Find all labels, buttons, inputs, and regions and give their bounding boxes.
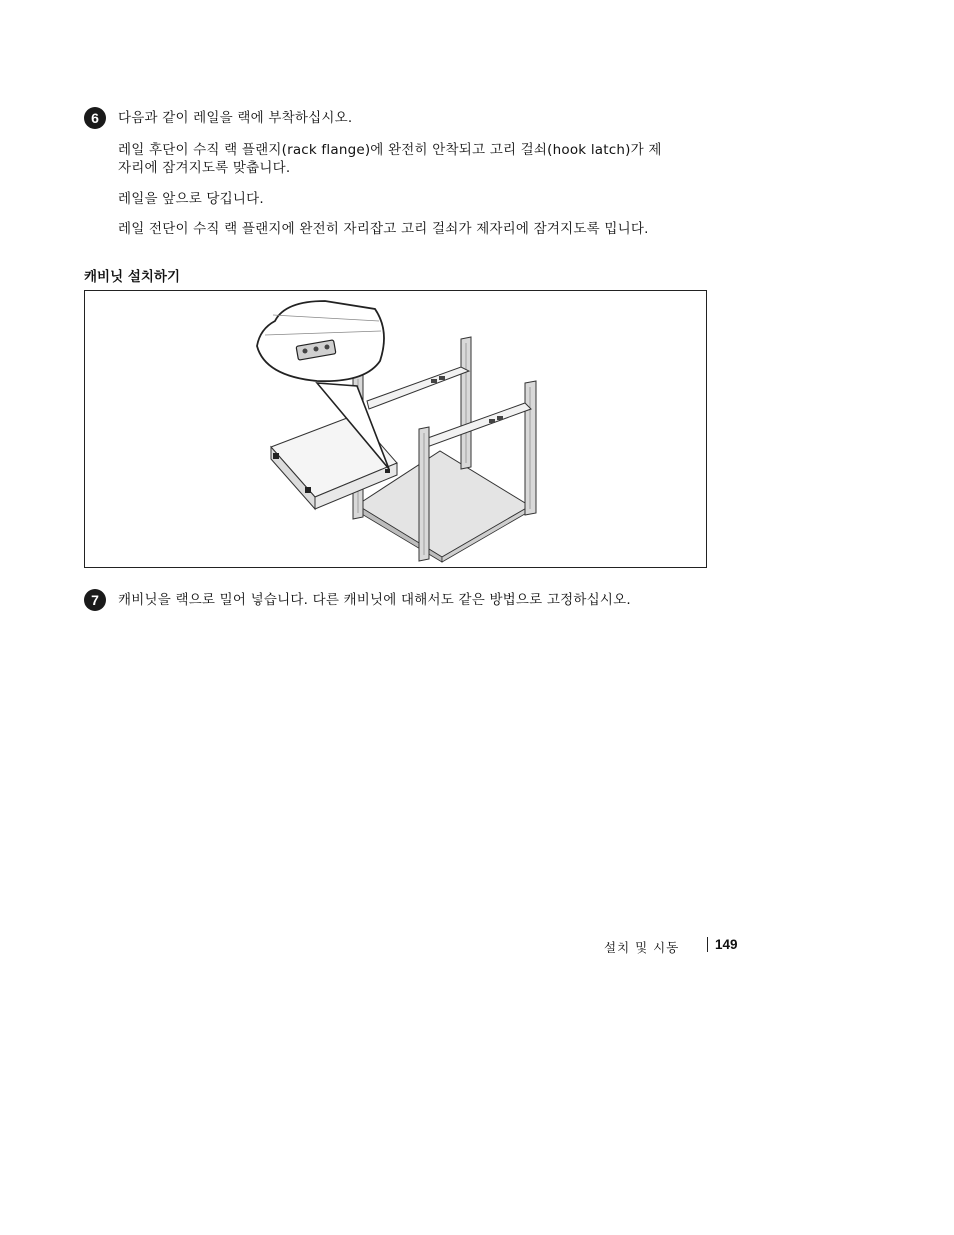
step-6-instruction: 다음과 같이 레일을 랙에 부착하십시오. xyxy=(118,110,353,126)
figure-cabinet-install xyxy=(84,290,707,568)
figure-caption: 캐비닛 설치하기 xyxy=(84,269,180,285)
rack-post-rear-right xyxy=(525,381,536,515)
rack-post-rear-left xyxy=(461,337,471,469)
rail-lower xyxy=(425,403,531,447)
footer-section-title: 설치 및 시동 xyxy=(604,940,680,955)
step-6-substep-a-line2: 자리에 잠겨지도록 맞춥니다. xyxy=(118,160,291,176)
step-6-substep-b: 레일을 앞으로 당깁니다. xyxy=(118,191,264,207)
step-6-substep-a-line1: 레일 후단이 수직 랙 플랜지(rack flange)에 완전히 안착되고 고리 걸쇠(hook latch)가 제 xyxy=(118,142,662,158)
rail-upper xyxy=(367,367,469,409)
footer-page-number: 149 xyxy=(715,937,738,952)
step-7-badge: 7 xyxy=(84,589,106,611)
callout-magnifier xyxy=(257,301,384,381)
step-6-badge: 6 xyxy=(84,107,106,129)
footer-separator xyxy=(707,937,708,952)
rack-illustration xyxy=(85,291,706,567)
step-7-instruction: 캐비닛을 랙으로 밀어 넣습니다. 다른 캐비닛에 대해서도 같은 방법으로 고정하십시오. xyxy=(118,592,631,608)
rack-post-front-right xyxy=(419,427,429,561)
step-6-substep-c: 레일 전단이 수직 랙 플랜지에 완전히 자리잡고 고리 걸쇠가 제자리에 잠겨지도록 밉니다. xyxy=(118,221,649,237)
